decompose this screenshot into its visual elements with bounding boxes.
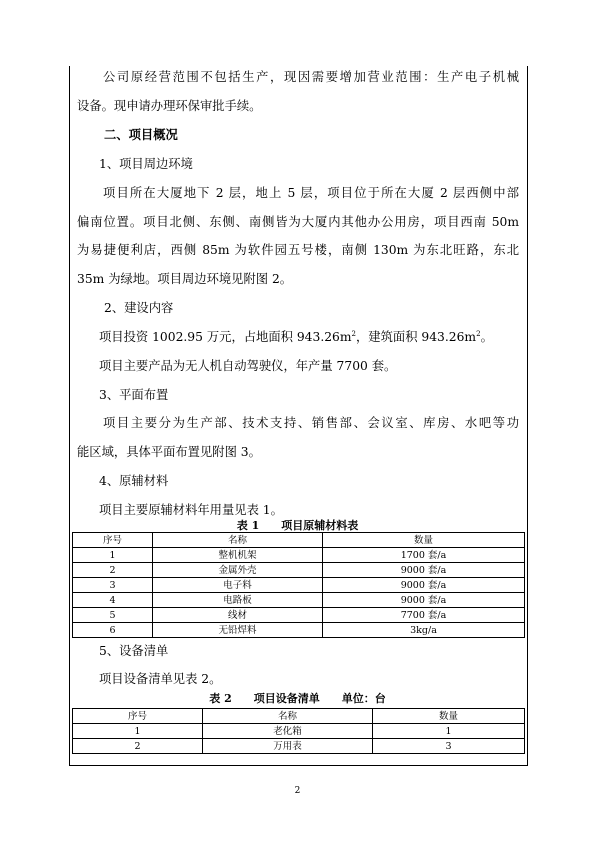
header-cell: 数量 [323,533,525,548]
table-cell: 线材 [153,608,323,623]
subsection-heading: 4、原辅材料 [99,474,169,488]
table-header-row [73,533,525,548]
paragraph-line: 设备。现申请办理环保审批手续。 [77,99,262,113]
table-cell: 金属外壳 [153,563,323,578]
header-cell: 名称 [153,533,323,548]
table-cell: 9000 套/a [323,593,525,608]
table-row [73,608,525,623]
table-cell: 7700 套/a [323,608,525,623]
table-cell: 老化箱 [203,724,373,739]
paragraph-line: 为易捷便利店，西侧 85m 为软件园五号楼，南侧 130m 为东北旺路，东北 [77,243,519,257]
header-cell: 序号 [73,533,153,548]
table-row [73,578,525,593]
materials-table [72,532,525,638]
table-cell: 电子料 [153,578,323,593]
table-row [73,593,525,608]
header-cell: 数量 [373,709,525,724]
section-heading: 二、项目概况 [104,127,178,142]
table-header-row [73,709,525,724]
paragraph-line: 公司原经营范围不包括生产，现因需要增加营业范围：生产电子机械 [103,70,519,84]
table-cell: 1 [373,724,525,739]
header-cell: 序号 [73,709,203,724]
subsection-heading: 1、项目周边环境 [99,157,193,171]
table-cell: 电路板 [153,593,323,608]
header-cell: 名称 [203,709,373,724]
subsection-heading: 5、设备清单 [99,644,169,658]
table-row [73,563,525,578]
paragraph-line: 项目主要产品为无人机自动驾驶仪，年产量 7700 套。 [99,359,397,373]
table-cell: 5 [73,608,153,623]
paragraph-line: 能区域，具体平面布置见附图 3。 [77,445,261,459]
table-row [73,548,525,563]
table-cell: 2 [73,739,203,754]
table-cell: 整机机架 [153,548,323,563]
table-row [73,724,525,739]
table-cell: 无铅焊料 [153,623,323,638]
table-cell: 3 [373,739,525,754]
table-cell: 6 [73,623,153,638]
subsection-heading: 3、平面布置 [99,388,169,402]
table-row [73,739,525,754]
table-caption: 表 2 项目设备清单 单位：台 [209,692,386,705]
table-cell: 9000 套/a [323,578,525,593]
table-cell: 1 [73,724,203,739]
paragraph-line: 项目主要原辅材料年用量见表 1。 [99,503,283,517]
table-cell: 1700 套/a [323,548,525,563]
table-cell: 4 [73,593,153,608]
paragraph-line: 偏南位置。项目北侧、东侧、南侧皆为大厦内其他办公用房，项目西南 50m [77,215,519,229]
table-cell: 2 [73,563,153,578]
paragraph-line: 35m 为绿地。项目周边环境见附图 2。 [77,272,293,286]
investment-line: 项目投资 1002.95 万元，占地面积 $943.26m^2$，建筑面积 $943.26m^2$。 [99,329,493,344]
table-cell: 1 [73,548,153,563]
table-row [73,623,525,638]
paragraph-line: 项目主要分为生产部、技术支持、销售部、会议室、库房、水吧等功 [103,416,519,430]
table-cell: 9000 套/a [323,563,525,578]
table-cell: 万用表 [203,739,373,754]
table-cell: 3 [73,578,153,593]
table-caption: 表 1 项目原辅材料表 [236,519,359,532]
subsection-heading: 2、建设内容 [104,301,174,315]
table-cell: 3kg/a [323,623,525,638]
page-number: 2 [294,786,301,796]
equipment-table [72,708,525,754]
paragraph-line: 项目所在大厦地下 2 层，地上 5 层，项目位于所在大厦 2 层西侧中部 [103,186,519,200]
paragraph-line: 项目设备清单见表 2。 [99,672,222,686]
